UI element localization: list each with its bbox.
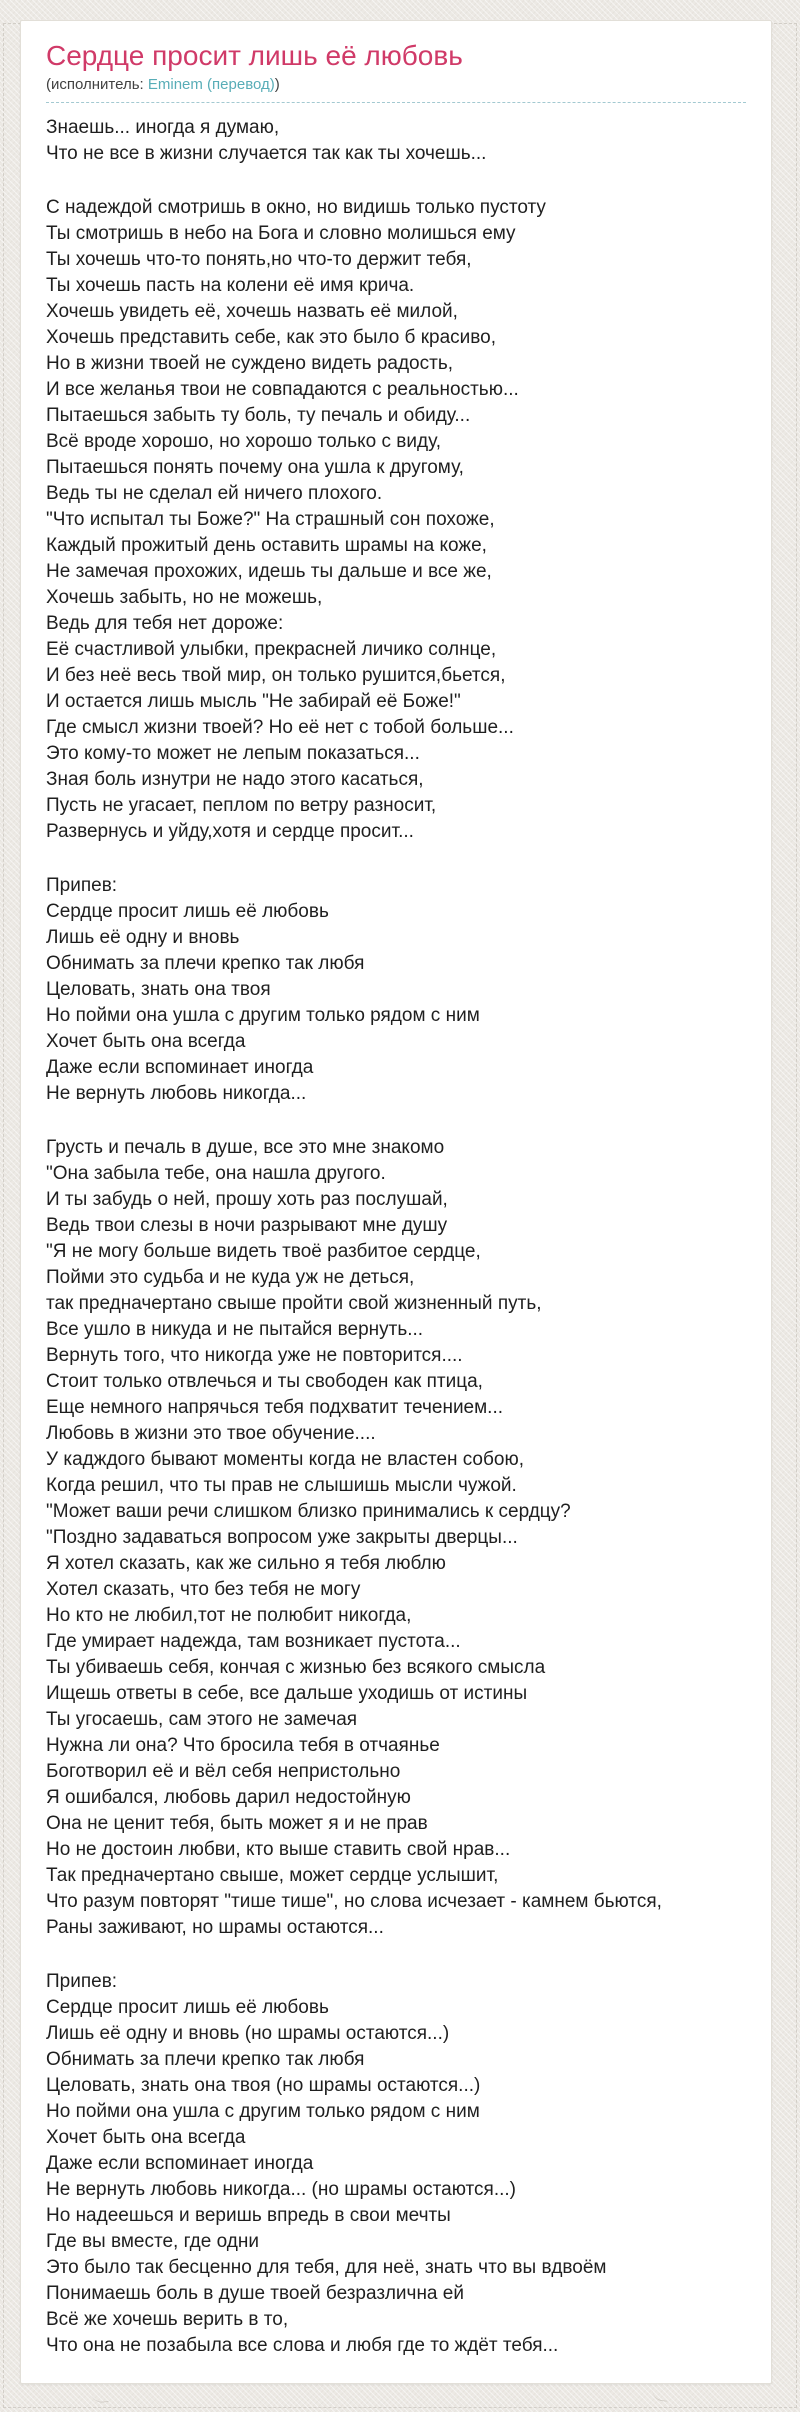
lyric-line: Она не ценит тебя, быть может я и не прав: [46, 1813, 428, 1834]
lyric-line: Но надеешься и веришь впредь в свои мечты: [46, 2205, 451, 2226]
lyric-line: Лишь её одну и вновь (но шрамы остаются...): [46, 2023, 450, 2044]
lyric-line: Но не достоин любви, кто выше ставить свой нрав...: [46, 1839, 511, 1860]
lyric-line: Стоит только отвлечься и ты свободен как птица,: [46, 1371, 483, 1392]
lyrics-card: [20, 20, 772, 2384]
lyric-line: Ведь твои слезы в ночи разрывают мне душу: [46, 1215, 448, 1236]
lyric-line: Ведь ты не сделал ей ничего плохого.: [46, 483, 383, 504]
lyric-line: Так предначертано свыше, может сердце услышит,: [46, 1865, 499, 1886]
page-title: Сердце просит лишь её любовь: [46, 40, 463, 71]
lyric-line: Всё же хочешь верить в то,: [46, 2309, 289, 2330]
lyric-line: Хочешь представить себе, как это было б красиво,: [46, 327, 497, 348]
lyric-line: Еще немного напрячься тебя подхватит течением...: [46, 1397, 504, 1418]
lyric-line: "Она забыла тебе, она нашла другого.: [46, 1163, 386, 1184]
lyric-line: Обнимать за плечи крепко так любя: [46, 2049, 365, 2070]
lyric-line: У кадждого бывают моменты когда не властен собою,: [46, 1449, 524, 1470]
stanza: [46, 873, 746, 1107]
lyric-line: Припев:: [46, 875, 118, 896]
lyric-line: Хочешь увидеть её, хочешь назвать её милой,: [46, 301, 458, 322]
lyric-line: Любовь в жизни это твое обучение....: [46, 1423, 376, 1444]
lyric-line: Что не все в жизни случается так как ты хочешь...: [46, 143, 487, 164]
lyric-line: "Я не могу больше видеть твоё разбитое сердце,: [46, 1241, 481, 1262]
lyric-line: Боготворил её и вёл себя непристольно: [46, 1761, 401, 1782]
lyric-line: Припев:: [46, 1971, 118, 1992]
lyric-line: Но пойми она ушла с другим только рядом с ним: [46, 2101, 480, 2122]
lyric-line: Хочет быть она всегда: [46, 1031, 246, 1052]
lyric-line: Ищешь ответы в себе, все дальше уходишь от истины: [46, 1683, 528, 1704]
lyric-line: Её счастливой улыбки, прекрасней личико солнце,: [46, 639, 497, 660]
lyric-line: Но пойми она ушла с другим только рядом с ним: [46, 1005, 480, 1026]
stitch-curl-decoration: [91, 2391, 108, 2404]
lyric-line: Где смысл жизни твоей? Но её нет с тобой больше...: [46, 717, 514, 738]
lyric-line: Это было так бесценно для тебя, для неё, знать что вы вдвоём: [46, 2257, 607, 2278]
lyric-line: Лишь её одну и вновь: [46, 927, 240, 948]
lyric-line: Вернуть того, что никогда уже не повторится....: [46, 1345, 463, 1366]
lyric-line: Ты смотришь в небо на Бога и словно молишься ему: [46, 223, 516, 244]
lyric-line: Сердце просит лишь её любовь: [46, 1997, 329, 2018]
lyric-line: Ведь для тебя нет дороже:: [46, 613, 284, 634]
lyric-line: Но в жизни твоей не суждено видеть радость,: [46, 353, 453, 374]
lyric-line: "Поздно задаваться вопросом уже закрыты дверцы...: [46, 1527, 518, 1548]
lyric-line: Ты хочешь пасть на колени её имя крича.: [46, 275, 415, 296]
lyric-line: Не вернуть любовь никогда...: [46, 1083, 307, 1104]
lyric-line: Все ушло в никуда и не пытайся вернуть...: [46, 1319, 424, 1340]
lyric-line: Хочешь забыть, но не можешь,: [46, 587, 323, 608]
lyric-line: Пойми это судьба и не куда уж не деться,: [46, 1267, 415, 1288]
lyric-line: Пытаешься понять почему она ушла к другому,: [46, 457, 464, 478]
lyric-line: Даже если вспоминает иногда: [46, 2153, 314, 2174]
lyric-line: Что она не позабыла все слова и любя где то ждёт тебя...: [46, 2335, 559, 2356]
stanza: [46, 195, 746, 845]
lyric-line: Это кому-то может не лепым показаться...: [46, 743, 420, 764]
lyric-line: Целовать, знать она твоя: [46, 979, 271, 1000]
lyric-line: Хотел сказать, что без тебя не могу: [46, 1579, 361, 1600]
stitch-curl-decoration: [651, 2389, 668, 2402]
lyric-line: Я хотел сказать, как же сильно я тебя люблю: [46, 1553, 446, 1574]
stanza: [46, 115, 746, 167]
lyric-line: Целовать, знать она твоя (но шрамы остаются...): [46, 2075, 481, 2096]
lyric-line: Хочет быть она всегда: [46, 2127, 246, 2148]
stanza: [46, 1135, 746, 1941]
lyric-line: Когда решил, что ты прав не слышишь мысли чужой.: [46, 1475, 517, 1496]
lyric-line: И все желанья твои не совпадаются с реальностью...: [46, 379, 519, 400]
lyric-line: С надеждой смотришь в окно, но видишь только пустоту: [46, 197, 546, 218]
lyric-line: И ты забудь о ней, прошу хоть раз послушай,: [46, 1189, 448, 1210]
lyric-line: Что разум повторят "тише тише", но слова исчезает - камнем бьются,: [46, 1891, 662, 1912]
lyric-line: Грусть и печаль в душе, все это мне знакомо: [46, 1137, 445, 1158]
lyric-line: Раны заживают, но шрамы остаются...: [46, 1917, 384, 1938]
lyric-line: Даже если вспоминает иногда: [46, 1057, 314, 1078]
lyric-line: Я ошибался, любовь дарил недостойную: [46, 1787, 411, 1808]
lyric-line: И без неё весь твой мир, он только рушится,бьется,: [46, 665, 506, 686]
lyric-line: Пусть не угасает, пеплом по ветру разносит,: [46, 795, 437, 816]
stanza: [46, 1969, 746, 2359]
lyric-line: Обнимать за плечи крепко так любя: [46, 953, 365, 974]
lyric-line: И остается лишь мысль "Не забирай её Боже!": [46, 691, 461, 712]
lyric-line: Где умирает надежда, там возникает пустота...: [46, 1631, 461, 1652]
lyric-line: Не замечая прохожих, идешь ты дальше и все же,: [46, 561, 492, 582]
lyric-line: Понимаешь боль в душе твоей безразлична ей: [46, 2283, 464, 2304]
lyric-line: Но кто не любил,тот не полюбит никогда,: [46, 1605, 412, 1626]
lyric-line: Нужна ли она? Что бросила тебя в отчаянье: [46, 1735, 440, 1756]
lyric-line: Всё вроде хорошо, но хорошо только с виду,: [46, 431, 441, 452]
lyric-line: Каждый прожитый день оставить шрамы на коже,: [46, 535, 487, 556]
lyrics-text: [46, 115, 746, 2359]
performer-line: [46, 76, 746, 103]
lyric-line: Ты убиваешь себя, кончая с жизнью без всякого смысла: [46, 1657, 546, 1678]
lyric-line: Зная боль изнутри не надо этого касаться,: [46, 769, 424, 790]
lyric-line: Не вернуть любовь никогда... (но шрамы остаются...): [46, 2179, 516, 2200]
lyric-line: "Может ваши речи слишком близко принимались к сердцу?: [46, 1501, 571, 1522]
lyric-line: Ты хочешь что-то понять,но что-то держит тебя,: [46, 249, 472, 270]
lyric-line: Сердце просит лишь её любовь: [46, 901, 329, 922]
lyric-line: так предначертано свыше пройти свой жизненный путь,: [46, 1293, 542, 1314]
lyric-line: "Что испытал ты Боже?" На страшный сон похоже,: [46, 509, 495, 530]
lyric-line: Пытаешься забыть ту боль, ту печаль и обиду...: [46, 405, 471, 426]
lyric-line: Ты угосаешь, сам этого не замечая: [46, 1709, 358, 1730]
lyric-line: Развернусь и уйду,хотя и сердце просит...: [46, 821, 414, 842]
performer-label: (исполнитель:: [46, 76, 148, 93]
lyric-line: Где вы вместе, где одни: [46, 2231, 259, 2252]
performer-label-suffix: ): [274, 76, 280, 93]
performer-link[interactable]: Eminem (перевод): [147, 76, 275, 93]
lyric-line: Знаешь... иногда я думаю,: [46, 117, 280, 138]
